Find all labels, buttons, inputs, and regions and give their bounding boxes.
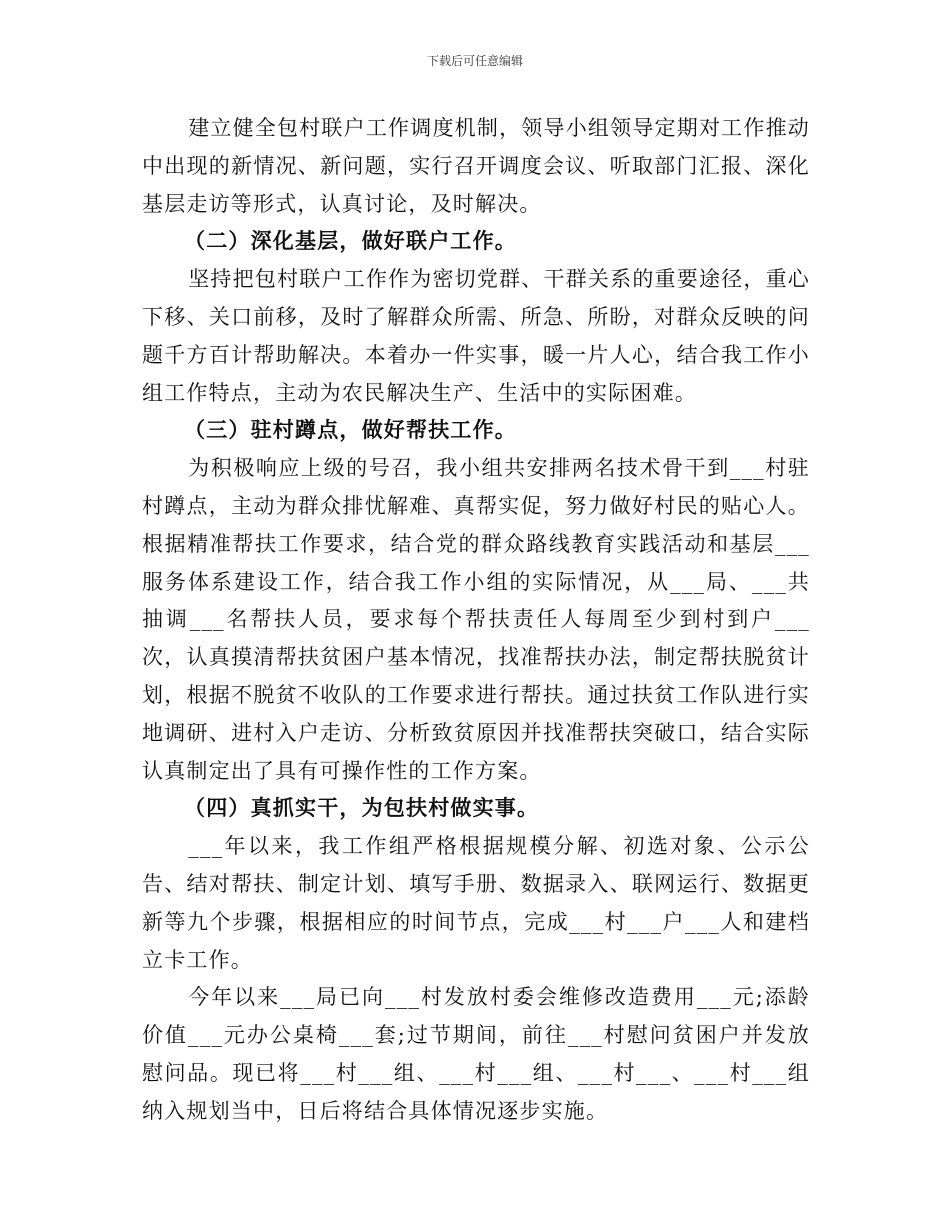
document-body	[142, 110, 810, 1131]
section-heading-3: （三）驻村蹲点，做好帮扶工作。	[184, 418, 517, 443]
page-header: 下载后可任意编辑	[426, 54, 523, 68]
paragraph-dispatch-mechanism: 建立健全包村联户工作调度机制，领导小组领导定期对工作推动中出现的新情况、新问题，实行召开调度会议、听取部门汇报、深化基层走访等形式，认真讨论，及时解决。	[142, 116, 810, 216]
section-heading-2: （二）深化基层，做好联户工作。	[184, 229, 517, 254]
paragraph-household-work: 坚持把包村联户工作作为密切党群、干群关系的重要途径，重心下移、关口前移，及时了解群众所需、所急、所盼，对群众反映的问题千方百计帮助解决。本着办一件实事，暖一片人心，结合我工作小组工作特点，主动为农民解决生产、生活中的实际困难。	[142, 267, 810, 405]
paragraph-filing-steps: ___年以来，我工作组严格根据规模分解、初选对象、公示公告、结对帮扶、制定计划、填写手册、数据录入、联网运行、数据更新等九个步骤，根据相应的时间节点，完成___村___户___人和建档立卡工作。	[142, 834, 810, 972]
paragraph-assistance-work: 为积极响应上级的号召，我小组共安排两名技术骨干到___村驻村蹲点，主动为群众排忧解难、真帮实促，努力做好村民的贴心人。根据精准帮扶工作要求，结合党的群众路线教育实践活动和基层___服务体系建设工作，结合我工作小组的实际情况，从___局、___共抽调___名帮扶人员，要求每个帮扶责任人每周至少到村到户___次，认真摸清帮扶贫困户基本情况，找准帮扶办法，制定帮扶脱贫计划，根据不脱贫不收队的工作要求进行帮扶。通过扶贫工作队进行实地调研、进村入户走访、分析致贫原因并找准帮扶突破口，结合实际认真制定出了具有可操作性的工作方案。	[142, 456, 810, 783]
section-heading-4: （四）真抓实干，为包扶村做实事。	[184, 796, 540, 821]
paragraph-funding-this-year: 今年以来___局已向___村发放村委会维修改造费用___元;添龄价值___元办公桌椅___套;过节期间，前往___村慰问贫困户并发放慰问品。现已将___村___组、___村___组、___村___、___村___组纳入规划当中，日后将结合具体情况逐步实施。	[142, 985, 810, 1123]
